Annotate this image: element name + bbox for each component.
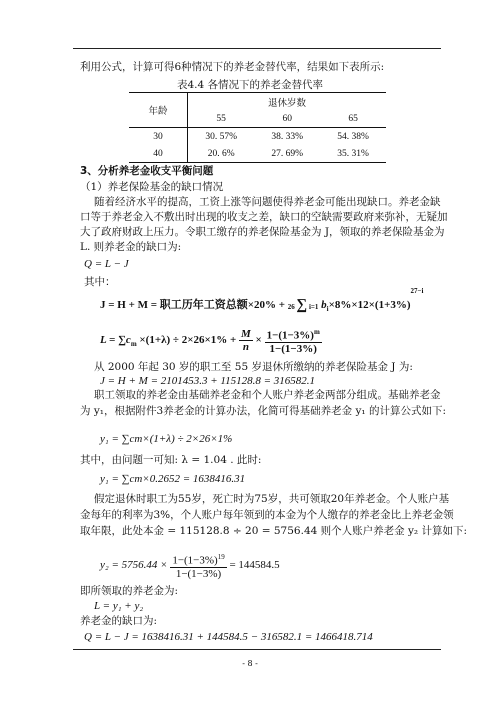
numerator-exponent: 19 xyxy=(217,553,225,561)
equation-gap: Q = L − J xyxy=(84,258,129,270)
sum-operator: 26 ∑ i=1 xyxy=(287,296,319,313)
section-heading: 3、分析养老金收支平衡问题 xyxy=(80,165,214,177)
paragraph-line: 大了政府财政上压力。令职工缴存的养老保险基金为 J，领取的养老保险基金为 xyxy=(80,226,445,238)
table-caption: 表4.4 各情况下的养老金替代率 xyxy=(176,79,324,91)
numerator-exponent: m xyxy=(313,328,320,336)
page-number: - 8 - xyxy=(242,659,258,668)
equation-y2-rhs: = 144584.5 xyxy=(229,558,280,571)
fraction-M-over-n xyxy=(239,328,253,353)
table-row xyxy=(129,145,386,163)
equation-L xyxy=(100,326,322,355)
replacement-rate-table xyxy=(129,92,386,163)
row-header-age: 年龄 xyxy=(129,93,188,128)
sum-upper: 26 xyxy=(287,302,295,311)
fraction-denominator: 1−(1−3%) xyxy=(175,567,222,580)
paragraph-line: 其中，由问题一可知: λ = 1.04 . 此时: xyxy=(80,454,262,466)
paragraph-line: 随着经济水平的提高，工资上涨等问题使得养老金可能出现缺口。养老金缺 xyxy=(94,196,441,208)
equation-J xyxy=(100,287,424,314)
paragraph-line: 假定退休时职工为55岁，死亡时为75岁，共可领取20年养老金。个人账户基 xyxy=(94,493,450,505)
age-cell: 30 xyxy=(129,128,188,146)
equation-J-rest: ×8%×12×(1+3%) xyxy=(328,299,411,311)
col-group-header: 退休岁数 xyxy=(188,93,387,111)
equation-y1-value: y₁ = ∑cm×0.2652 = 1638416.31 xyxy=(100,473,246,485)
table-row xyxy=(129,128,386,146)
col-header: 60 xyxy=(254,110,320,128)
footer-rule xyxy=(73,649,441,650)
numerator-text: 1−(1−3%) xyxy=(172,554,218,567)
equation-J-value: J = H + M = 2101453.3 + 115128.8 = 316582.1 xyxy=(100,375,316,387)
equation-L-mid: ×(1+λ) ÷ 2×26×1% + xyxy=(139,333,237,346)
fraction-numerator xyxy=(170,551,226,568)
fraction-y2 xyxy=(170,551,226,580)
rate-cell: 38. 33% xyxy=(271,131,304,142)
fraction-numerator xyxy=(265,326,322,343)
numerator-text: 1−(1−3%) xyxy=(266,329,314,342)
paragraph-line: 职工领取的养老金由基础养老金和个人账户养老金两部分组成。基础养老金 xyxy=(94,389,441,401)
rate-cell: 20. 6% xyxy=(188,145,255,163)
fraction-denominator: 1−(1−3%) xyxy=(269,342,317,355)
sum-lower: i=1 xyxy=(308,302,319,311)
equation-J-lhs: J = H + M = 职工历年工资总额×20% + xyxy=(100,299,286,311)
equation-J-exponent: 27−i xyxy=(410,287,424,296)
equation-L-subscript: m xyxy=(130,340,137,349)
equation-y2-lhs: y₂ = 5756.44 × xyxy=(100,558,168,571)
rate-cell: 30. 57% xyxy=(205,131,238,142)
rate-cell: 27. 69% xyxy=(254,145,320,163)
equation-L-sum: L = y₁ + y₂ xyxy=(94,600,144,612)
sum-term: b xyxy=(321,299,327,311)
equation-y2 xyxy=(100,551,280,580)
equation-y1: y₁ = ∑cm×(1+λ) ÷ 2×26×1% xyxy=(100,433,233,445)
header-rule xyxy=(73,48,441,49)
equation-L-lhs: L = ∑c xyxy=(100,333,131,346)
paragraph-line: 取年限，此处本金 = 115128.8 ÷ 20 = 5756.44 则个人账户养老金 y₂ 计算如下: xyxy=(80,525,467,537)
where-label: 其中： xyxy=(84,276,116,288)
equation-Q-value: Q = L − J = 1638416.31 + 144584.5 − 316582.1 = 1466418.714 xyxy=(84,631,373,643)
fraction-denominator: n xyxy=(242,340,249,353)
col-header: 65 xyxy=(320,110,386,128)
paragraph-line: 养老金的缺口为: xyxy=(80,615,158,627)
paragraph-line: L. 则养老金的缺口为: xyxy=(80,241,182,253)
paragraph-line: 为 y₁，根据附件3养老金的计算办法，化简可得基础养老金 y₁ 的计算公式如下: xyxy=(80,405,447,417)
paragraph-line: 即所领取的养老金为: xyxy=(80,585,179,597)
sum-term-subscript: i xyxy=(326,305,329,314)
rate-cell: 54. 38% xyxy=(337,131,369,142)
fraction-numerator: M xyxy=(241,327,251,340)
age-cell: 40 xyxy=(129,145,188,163)
subsection-heading: （1）养老保险基金的缺口情况 xyxy=(80,181,224,193)
rate-cell: 35. 31% xyxy=(320,145,386,163)
intro-line: 利用公式，计算可得6种情况下的养老金替代率，结果如下表所示: xyxy=(80,61,385,73)
paragraph-line: 金每年的利率为3%，个人账户每年领到的本金为个人缴存的养老金比上养老金领 xyxy=(80,509,454,521)
paragraph-line: 口等于养老金入不敷出时出现的收支之差，缺口的空缺需要政府来弥补，无疑加 xyxy=(80,211,448,223)
times-sign: × xyxy=(255,333,262,346)
col-header: 55 xyxy=(188,110,255,128)
fraction-annuity xyxy=(265,326,322,355)
paragraph-line: 从 2000 年起 30 岁的职工至 55 岁退休所缴纳的养老保险基金 J 为: xyxy=(94,361,413,373)
